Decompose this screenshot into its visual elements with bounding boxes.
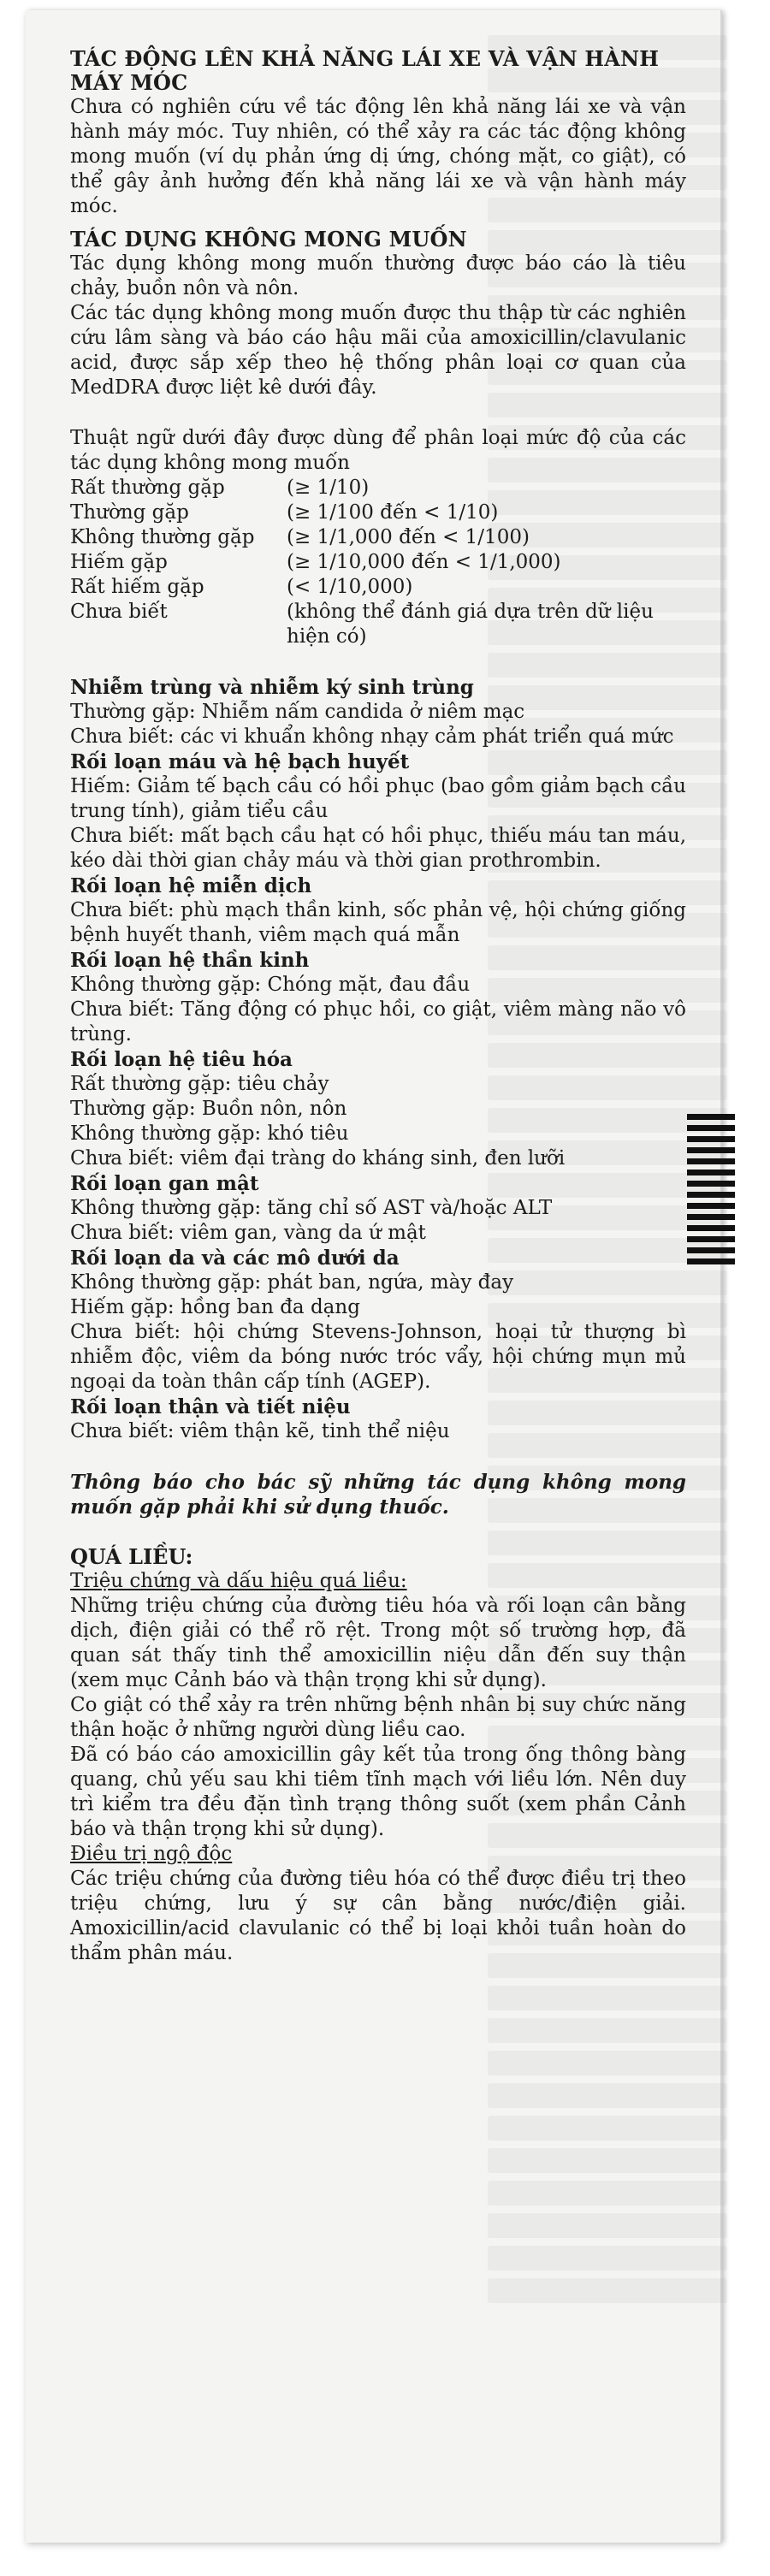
frequency-term: Chưa biết xyxy=(70,601,168,623)
frequency-table xyxy=(70,476,686,649)
frequency-term: Thường gặp xyxy=(70,501,189,524)
category-heading: Rối loạn da và các mô dưới da xyxy=(70,1247,400,1270)
adverse-intro-2: Các tác dụng không mong muốn được thu thập từ các nghiên cứu lâm sàng và báo cáo hậu mãi của amoxicillin/clavulanic acid, được sắp xếp theo hệ thống phân loại cơ quan của MedDRA được liệt kê dưới đây. xyxy=(70,302,686,399)
category-line: Chưa biết: hội chứng Stevens-Johnson, hoại tử thượng bì nhiễm độc, viêm da bóng nước tróc vẩy, hội chứng mụn mủ ngoại da toàn thân cấp tính (AGEP). xyxy=(70,1321,686,1393)
category-line: Chưa biết: phù mạch thần kinh, sốc phản vệ, hội chứng giống bệnh huyết thanh, viêm mạch quá mẫn xyxy=(70,899,686,946)
frequency-row xyxy=(70,600,686,649)
frequency-row xyxy=(70,550,686,575)
frequency-value: (≥ 1/10,000 đến < 1/1,000) xyxy=(287,551,561,573)
category-line: Rất thường gặp: tiêu chảy xyxy=(70,1073,329,1095)
driving-heading: TÁC ĐỘNG LÊN KHẢ NĂNG LÁI XE VÀ VẬN HÀNH MÁY MÓC xyxy=(70,46,660,95)
category-line: Không thường gặp: khó tiêu xyxy=(70,1122,349,1145)
frequency-row xyxy=(70,575,686,600)
frequency-row xyxy=(70,500,686,525)
category-line: Không thường gặp: Chóng mặt, đau đầu xyxy=(70,974,471,996)
doctor-notice: Thông báo cho bác sỹ những tác dụng không mong muốn gặp phải khi sử dụng thuốc. xyxy=(70,1471,686,1519)
adverse-heading: TÁC DỤNG KHÔNG MONG MUỐN xyxy=(70,227,467,252)
category-heading: Rối loạn hệ miễn dịch xyxy=(70,874,312,897)
overdose-symptom-3: Đã có báo cáo amoxicillin gây kết tủa trong ống thông bàng quang, chủ yếu sau khi tiêm tĩnh mạch với liều lớn. Nên duy trì kiểm tra đều đặn tình trạng thông suốt (xem phần Cảnh báo và thận trọng khi sử dụng). xyxy=(70,1744,686,1840)
category-line: Không thường gặp: phát ban, ngứa, mày đay xyxy=(70,1271,514,1294)
frequency-row xyxy=(70,476,686,500)
category-line: Thường gặp: Nhiễm nấm candida ở niêm mạc xyxy=(70,701,525,723)
adverse-categories xyxy=(70,675,686,1444)
overdose-treatment-heading: Điều trị ngộ độc xyxy=(70,1843,233,1865)
leaflet-content xyxy=(70,47,686,1966)
frequency-value: (không thể đánh giá dựa trên dữ liệu hiện có) xyxy=(287,601,654,648)
category-heading: Rối loạn hệ thần kinh xyxy=(70,949,310,972)
category-line: Thường gặp: Buồn nôn, nôn xyxy=(70,1098,347,1120)
category-line: Chưa biết: các vi khuẩn không nhạy cảm phát triển quá mức xyxy=(70,725,674,748)
category-heading: Nhiễm trùng và nhiễm ký sinh trùng xyxy=(70,676,474,699)
category-line: Chưa biết: Tăng động có phục hồi, co giật, viêm màng não vô trùng. xyxy=(70,998,686,1045)
category-line: Chưa biết: viêm thận kẽ, tinh thể niệu xyxy=(70,1420,450,1442)
category-heading: Rối loạn thận và tiết niệu xyxy=(70,1395,351,1418)
category-line: Chưa biết: mất bạch cầu hạt có hồi phục, thiếu máu tan máu, kéo dài thời gian chảy máu và thời gian prothrombin. xyxy=(70,825,686,872)
frequency-value: (≥ 1/10) xyxy=(287,477,370,499)
category-heading: Rối loạn máu và hệ bạch huyết xyxy=(70,750,410,773)
category-line: Không thường gặp: tăng chỉ số AST và/hoặc ALT xyxy=(70,1197,553,1219)
driving-body: Chưa có nghiên cứu về tác động lên khả năng lái xe và vận hành máy móc. Tuy nhiên, có thể xảy ra các tác động không mong muốn (ví dụ phản ứng dị ứng, chóng mặt, co giật), có thể gây ảnh hưởng đến khả năng lái xe và vận hành máy móc. xyxy=(70,96,686,217)
overdose-symptom-2: Co giật có thể xảy ra trên những bệnh nhân bị suy chức năng thận hoặc ở những người dùng liều cao. xyxy=(70,1694,686,1741)
category-line: Hiếm: Giảm tế bạch cầu có hồi phục (bao gồm giảm bạch cầu trung tính), giảm tiểu cầu xyxy=(70,775,686,822)
frequency-value: (≥ 1/1,000 đến < 1/100) xyxy=(287,526,530,548)
category-line: Hiếm gặp: hồng ban đa dạng xyxy=(70,1296,360,1318)
frequency-term: Không thường gặp xyxy=(70,526,255,548)
category-heading: Rối loạn gan mật xyxy=(70,1172,259,1195)
frequency-value: (≥ 1/100 đến < 1/10) xyxy=(287,501,499,524)
frequency-term: Hiếm gặp xyxy=(70,551,168,573)
overdose-symptom-1: Những triệu chứng của đường tiêu hóa và rối loạn cân bằng dịch, điện giải có thể rõ rệt. Trong một số trường hợp, đã quan sát thấy tinh thể amoxicillin niệu dẫn đến suy thận (xem mục Cảnh báo và thận trọng khi sử dụng). xyxy=(70,1595,686,1691)
overdose-heading: QUÁ LIỀU: xyxy=(70,1544,193,1569)
overdose-treatment: Các triệu chứng của đường tiêu hóa có thể được điều trị theo triệu chứng, lưu ý sự cân bằng nước/điện giải. Amoxicillin/acid clavulanic có thể bị loại khỏi tuần hoàn do thẩm phân máu. xyxy=(70,1868,686,1964)
frequency-term: Rất hiếm gặp xyxy=(70,576,204,598)
overdose-symptoms-heading: Triệu chứng và dấu hiệu quá liều: xyxy=(70,1570,407,1592)
category-line: Chưa biết: viêm gan, vàng da ứ mật xyxy=(70,1222,426,1244)
frequency-row xyxy=(70,525,686,550)
category-line: Chưa biết: viêm đại tràng do kháng sinh, đen lưỡi xyxy=(70,1147,566,1170)
category-heading: Rối loạn hệ tiêu hóa xyxy=(70,1048,293,1071)
frequency-term: Rất thường gặp xyxy=(70,477,225,499)
frequency-value: (< 1/10,000) xyxy=(287,576,413,598)
frequency-intro: Thuật ngữ dưới đây được dùng để phân loại mức độ của các tác dụng không mong muốn xyxy=(70,427,686,474)
adverse-intro-1: Tác dụng không mong muốn thường được báo cáo là tiêu chảy, buồn nôn và nôn. xyxy=(70,252,686,299)
pharma-code-bars xyxy=(687,1114,735,1270)
